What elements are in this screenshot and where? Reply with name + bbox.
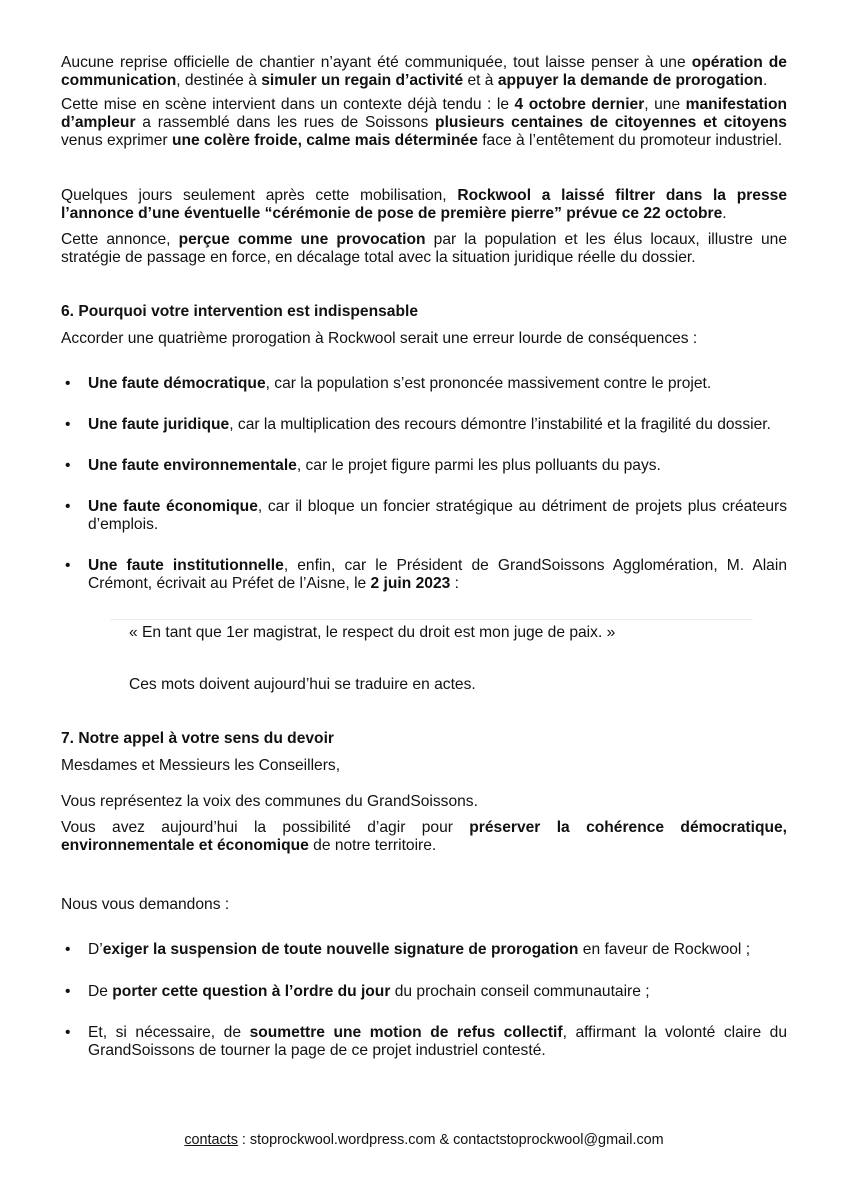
- bullet-icon: •: [65, 941, 71, 958]
- section-6-heading: 6. Pourquoi votre intervention est indispensable: [61, 303, 418, 320]
- bold-text: préserver la cohérence démocratique, environnementale et économique: [61, 819, 787, 854]
- salutation: Mesdames et Messieurs les Conseillers,: [61, 757, 341, 774]
- bullet-icon: •: [65, 375, 71, 392]
- bold-text: appuyer la demande de prorogation: [497, 72, 763, 89]
- text: Aucune reprise officielle de chantier n’ayant été communiquée, tout laisse penser à une: [61, 54, 692, 71]
- list-item: [61, 557, 787, 593]
- bold-text: opération de communication: [61, 54, 787, 89]
- list-item: [61, 375, 787, 393]
- bold-text: Une faute économique: [88, 498, 258, 515]
- list-item: [61, 498, 787, 534]
- quote-divider: [110, 619, 753, 620]
- bullet-icon: •: [65, 498, 71, 515]
- list-item: [61, 941, 787, 959]
- list-item: [61, 457, 787, 475]
- bold-text: plusieurs centaines de citoyennes et citoyens: [435, 114, 787, 131]
- bold-text: soumettre une motion de refus collectif: [249, 1024, 563, 1041]
- text: Et, si nécessaire, de: [88, 1024, 250, 1041]
- text: , car il bloque un foncier stratégique au détriment de projets plus créateurs d’emplois.: [88, 498, 787, 533]
- text: , destinée à: [176, 72, 262, 89]
- bold-text: Une faute environnementale: [88, 457, 297, 474]
- quote: « En tant que 1er magistrat, le respect du droit est mon juge de paix. »: [129, 624, 616, 641]
- text: Vous avez aujourd’hui la possibilité d’agir pour: [61, 819, 470, 836]
- bullet-icon: •: [65, 1024, 71, 1041]
- text: , car la multiplication des recours démontre l’instabilité et la fragilité du dossier.: [229, 416, 771, 433]
- contacts-label: contacts: [184, 1132, 238, 1148]
- text: et à: [463, 72, 498, 89]
- paragraph-possibility: [61, 819, 787, 855]
- list-item: [61, 983, 787, 1001]
- bold-text: porter cette question à l’ordre du jour: [112, 983, 391, 1000]
- text: .: [762, 72, 768, 89]
- text: , affirmant la volonté claire du GrandSoissons de tourner la page de ce projet industriel contesté.: [88, 1024, 787, 1059]
- footer: [0, 1131, 848, 1149]
- text: De: [88, 983, 113, 1000]
- text: par la population et les élus locaux, illustre une stratégie de passage en force, en décalage total avec la situation juridique réelle du dossier.: [61, 231, 787, 266]
- text: Cette annonce,: [61, 231, 179, 248]
- text: D’: [88, 941, 103, 958]
- bold-text: manifestation d’ampleur: [61, 96, 788, 131]
- bullet-icon: •: [65, 416, 71, 433]
- bullet-icon: •: [65, 557, 71, 574]
- text: Quelques jours seulement après cette mobilisation,: [61, 187, 458, 204]
- section-7-heading: 7. Notre appel à votre sens du devoir: [61, 730, 334, 747]
- bold-text: exiger la suspension de toute nouvelle signature de prorogation: [102, 941, 579, 958]
- text: venus exprimer: [61, 132, 172, 149]
- quote-conclusion: Ces mots doivent aujourd’hui se traduire en actes.: [129, 676, 476, 693]
- bold-text: 2 juin 2023: [370, 575, 451, 592]
- paragraph-operation-communication: [61, 54, 787, 90]
- text: face à l’entêtement du promoteur industriel.: [477, 132, 783, 149]
- text: .: [722, 205, 727, 222]
- bold-text: perçue comme une provocation: [178, 231, 426, 248]
- text: en faveur de Rockwool ;: [578, 941, 751, 958]
- paragraph-announcement: [61, 187, 787, 223]
- list-item: [61, 416, 787, 434]
- text: Cette mise en scène intervient dans un contexte déjà tendu : le: [61, 96, 515, 113]
- text: , car le projet figure parmi les plus polluants du pays.: [296, 457, 661, 474]
- bold-text: 4 octobre dernier: [514, 96, 645, 113]
- bold-text: Une faute institutionnelle: [88, 557, 284, 574]
- bold-text: simuler un regain d’activité: [261, 72, 464, 89]
- text: , car la population s’est prononcée massivement contre le projet.: [265, 375, 712, 392]
- bold-text: Une faute démocratique: [88, 375, 266, 392]
- text: de notre territoire.: [308, 837, 437, 854]
- demand-intro: Nous vous demandons :: [61, 896, 230, 913]
- paragraph-provocation: [61, 231, 787, 267]
- text: , enfin, car le Président de GrandSoissons Agglomération, M. Alain Crémont, écrivait au Préfet de l’Aisne, le: [88, 557, 787, 592]
- text: du prochain conseil communautaire ;: [390, 983, 650, 1000]
- bold-text: une colère froide, calme mais déterminée: [171, 132, 478, 149]
- paragraph-voice: Vous représentez la voix des communes du GrandSoissons.: [61, 793, 478, 810]
- bullet-icon: •: [65, 983, 71, 1000]
- bullet-icon: •: [65, 457, 71, 474]
- text: a rassemblé dans les rues de Soissons: [135, 114, 436, 131]
- bold-text: Rockwool a laissé filtrer dans la presse l’annonce d’une éventuelle “cérémonie de pose de première pierre” prévue ce 22 octobre: [61, 187, 787, 222]
- text: , une: [644, 96, 686, 113]
- contacts-text: : stoprockwool.wordpress.com & contactstoprockwool@gmail.com: [237, 1132, 664, 1148]
- section-6-intro: Accorder une quatrième prorogation à Rockwool serait une erreur lourde de conséquences :: [61, 330, 698, 347]
- text: :: [450, 575, 459, 592]
- bold-text: Une faute juridique: [88, 416, 230, 433]
- list-item: [61, 1024, 787, 1060]
- paragraph-context: [61, 96, 787, 150]
